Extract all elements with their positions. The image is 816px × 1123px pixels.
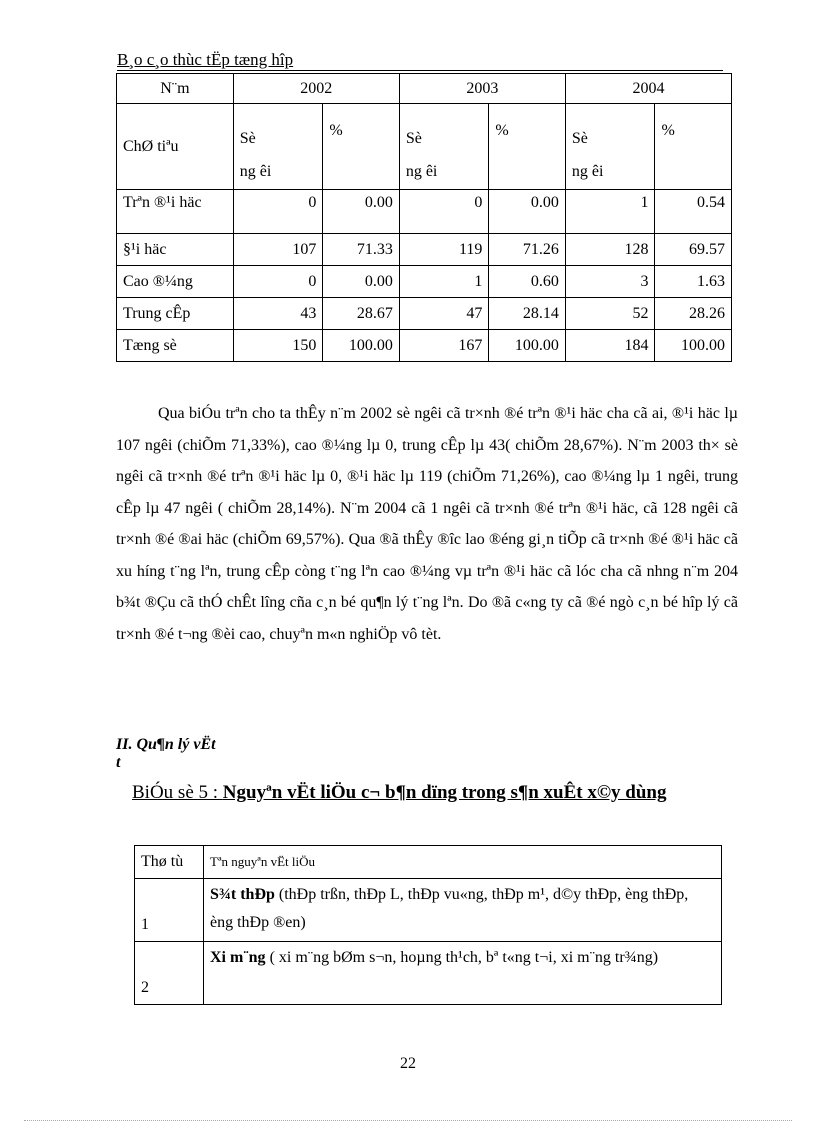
table-row [135, 879, 722, 942]
cell-value: 28.26 [655, 298, 732, 330]
cell-value: 52 [565, 298, 655, 330]
table-row [117, 190, 732, 234]
cell-value: 184 [565, 330, 655, 362]
table-row [117, 298, 732, 330]
table-header-row [117, 74, 732, 104]
cell-value: 1.63 [655, 266, 732, 298]
header-rule [117, 70, 723, 71]
cell-value: 1 [565, 190, 655, 234]
cell-value: 43 [233, 298, 323, 330]
cell-value: 167 [399, 330, 489, 362]
cell-value: 128 [565, 234, 655, 266]
cell-value: 100.00 [323, 330, 399, 362]
table-subheader-row [117, 104, 732, 190]
caption-title: Nguyªn vËt liÖu c¬ b¶n dïng trong s¶n xuÊt x©y dùng [222, 782, 667, 803]
percent-header-cell: % [323, 104, 399, 190]
row-label: Tæng sè [117, 330, 234, 362]
col-order-header: Thø tù [135, 846, 204, 879]
count-header-cell: Sè ng êi [565, 104, 655, 190]
table-header-row [135, 846, 722, 879]
section-heading: II. Qu¶n lý vËt t [116, 736, 216, 771]
row-label: Cao ®¼ng [117, 266, 234, 298]
row-label: Trung cÊp [117, 298, 234, 330]
row-number: 1 [135, 879, 204, 942]
cell-value: 107 [233, 234, 323, 266]
year-cell: 2002 [233, 74, 399, 104]
materials-table [134, 845, 722, 1005]
cell-value: 0 [233, 266, 323, 298]
cell-value: 0.60 [489, 266, 565, 298]
cell-value: 3 [565, 266, 655, 298]
cell-value: 100.00 [655, 330, 732, 362]
count-header-cell: Sè ng êi [233, 104, 323, 190]
col-name-header: Tªn nguyªn vËt liÖu [204, 846, 722, 879]
cell-value: 0.54 [655, 190, 732, 234]
page-number: 22 [400, 1055, 416, 1072]
cell-value: 0.00 [323, 266, 399, 298]
table-row [117, 330, 732, 362]
table-row [117, 234, 732, 266]
material-cell [204, 879, 722, 942]
cell-value: 119 [399, 234, 489, 266]
cell-value: 28.67 [323, 298, 399, 330]
row-label: §¹i häc [117, 234, 234, 266]
table-caption [116, 774, 736, 812]
cell-value: 69.57 [655, 234, 732, 266]
table-row [135, 942, 722, 1005]
material-detail: ( xi m¨ng bØm s¬n, hoµng th¹ch, bª t«ng t¬i, xi m¨ng tr¾ng) [265, 949, 659, 966]
count-header-cell: Sè ng êi [399, 104, 489, 190]
table-row [117, 266, 732, 298]
year-cell: 2004 [565, 74, 731, 104]
row-header-cell: ChØ tiªu [117, 104, 234, 190]
row-label: Trªn ®¹i häc [117, 190, 234, 234]
cell-value: 28.14 [489, 298, 565, 330]
material-name: S¾t thÐp [210, 886, 275, 903]
header-title: B¸o c¸o thùc tËp tæng hîp [117, 50, 294, 69]
cell-value: 71.33 [323, 234, 399, 266]
cell-value: 47 [399, 298, 489, 330]
cell-value: 0 [399, 190, 489, 234]
row-number: 2 [135, 942, 204, 1005]
running-header [117, 50, 723, 70]
caption-prefix: BiÓu sè 5 : [132, 782, 223, 803]
cell-value: 71.26 [489, 234, 565, 266]
material-detail: (thÐp trßn, thÐp L, thÐp vu«ng, thÐp m¹, d©y thÐp, èng thÐp, èng thÐp ®en) [210, 886, 689, 931]
year-cell: 2003 [399, 74, 565, 104]
year-header-cell: N¨m [117, 74, 234, 104]
cell-value: 0.00 [323, 190, 399, 234]
body-paragraph [116, 398, 738, 650]
cell-value: 150 [233, 330, 323, 362]
cell-value: 1 [399, 266, 489, 298]
material-name: Xi m¨ng [210, 949, 266, 966]
cell-value: 0 [233, 190, 323, 234]
staff-qualification-table [116, 73, 732, 362]
percent-header-cell: % [489, 104, 565, 190]
percent-header-cell: % [655, 104, 732, 190]
paragraph-text: Qua biÓu trªn cho ta thÊy n¨m 2002 sè ngêi cã tr×nh ®é trªn ®¹i häc cha cã ai, ®¹i häc lµ 107 ngêi (chiÕm 71,33%), cao ®¼ng lµ 0, trung cÊp lµ 43( chiÕm 28,67%). N¨m 2003 th× sè ngêi cã tr×nh ®é trªn ®¹i häc lµ 0, ®¹i häc lµ 119 (chiÕm 71,26%), cao ®¼ng lµ 1 ngêi, trung cÊp lµ 47 ngêi ( chiÕm 28,14%). N¨m 2004 cã 1 ngêi cã tr×nh ®é trªn ®¹i häc, cã 128 ngêi cã tr×nh ®é ®ai häc (chiÕm 69,57%). Qua ®ã thÊy ®îc lao ®éng gi¸n tiÕp cã tr×nh ®é ®¹i häc cã xu híng t¨ng lªn, trung cÊp còng t¨ng lªn cao ®¼ng vµ trªn ®¹i häc cã lóc cha cã nhng n¨m 204 b¾t ®Çu cã thÓ chÊt lîng cña c¸n bé qu¶n lý t¨ng lªn. Do ®ã c«ng ty cã ®é ngò c¸n bé hîp lý cã tr×nh ®é t¬ng ®èi cao, chuyªn m«n nghiÖp vô tèt. [116, 405, 738, 643]
cell-value: 0.00 [489, 190, 565, 234]
material-cell [204, 942, 722, 1005]
page-bottom-rule [24, 1120, 792, 1121]
cell-value: 100.00 [489, 330, 565, 362]
